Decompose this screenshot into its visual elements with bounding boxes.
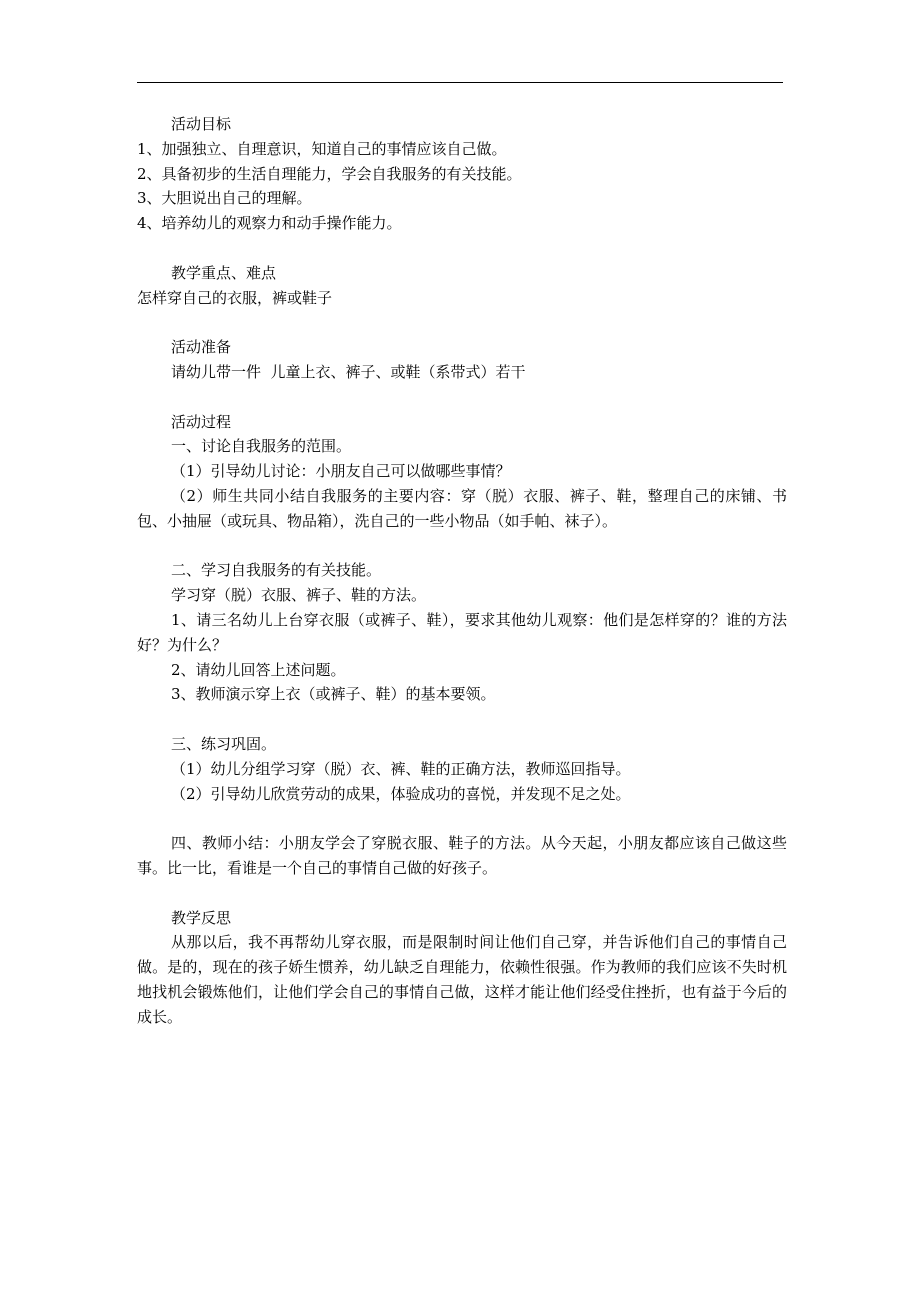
preparation-heading: 活动准备 [171,338,232,357]
process-part3-item2: （2）引导幼儿欣赏劳动的成果，体验成功的喜悦，并发现不足之处。 [171,784,631,803]
process-part1-title: 一、讨论自我服务的范围。 [171,437,352,456]
spacer [137,707,787,732]
spacer [137,806,787,831]
process-part2-item3: 3、教师演示穿上衣（或裤子、鞋）的基本要领。 [171,685,496,704]
process-part2-item2: 2、请幼儿回答上述问题。 [171,660,346,679]
key-points-text: 怎样穿自己的衣服，裤或鞋子 [137,288,333,307]
goal-item-1: 1、加强独立、自理意识，知道自己的事情应该自己做。 [137,139,507,158]
process-heading: 活动过程 [171,412,232,431]
process-part4-summary: 四、教师小结：小朋友学会了穿脱衣服、鞋子的方法。从今天起，小朋友都应该自己做这些事。比一比，看谁是一个自己的事情自己做的好孩子。 [137,834,787,877]
spacer [137,881,787,906]
goals-heading: 活动目标 [171,115,232,133]
header-rule [137,82,783,83]
spacer [137,310,787,335]
goal-item-3: 3、大胆说出自己的理解。 [137,189,312,208]
reflection-heading: 教学反思 [171,908,232,927]
process-part2-title: 二、学习自我服务的有关技能。 [171,561,382,580]
process-part1-item2: （2）师生共同小结自我服务的主要内容：穿（脱）衣服、裤子、鞋，整理自己的床铺、书包、小抽屉（或玩具、物品箱），洗自己的一些小物品（如手帕、袜子）。 [137,486,787,530]
key-points-heading: 教学重点、难点 [171,263,277,282]
reflection-text: 从那以后，我不再帮幼儿穿衣服，而是限制时间让他们自己穿，并告诉他们自己的事情自己做。是的，现在的孩子娇生惯养，幼儿缺乏自理能力，依赖性很强。作为教师的我们应该不失时机地找机会锻炼他们，让他们学会自己的事情自己做，这样才能让他们经受住挫折，也有益于今后的成长。 [137,933,787,1026]
document-body [137,112,787,1029]
process-part2-item1: 1、请三名幼儿上台穿衣服（或裤子、鞋），要求其他幼儿观察：他们是怎样穿的？谁的方法好？为什么？ [137,610,787,654]
process-part1-item1: （1）引导幼儿讨论：小朋友自己可以做哪些事情？ [171,462,511,481]
process-part3-title: 三、练习巩固。 [171,734,277,753]
spacer [137,385,787,410]
spacer [137,534,787,559]
preparation-text: 请幼儿带一件 儿童上衣、裤子、或鞋（系带式）若干 [171,362,526,381]
process-part3-item1: （1）幼儿分组学习穿（脱）衣、裤、鞋的正确方法，教师巡回指导。 [171,759,631,778]
goal-item-2: 2、具备初步的生活自理能力，学会自我服务的有关技能。 [137,164,522,183]
spacer [137,236,787,261]
process-part2-subtitle: 学习穿（脱）衣服、裤子、鞋的方法。 [171,586,427,605]
goal-item-4: 4、培养幼儿的观察力和动手操作能力。 [137,214,402,233]
